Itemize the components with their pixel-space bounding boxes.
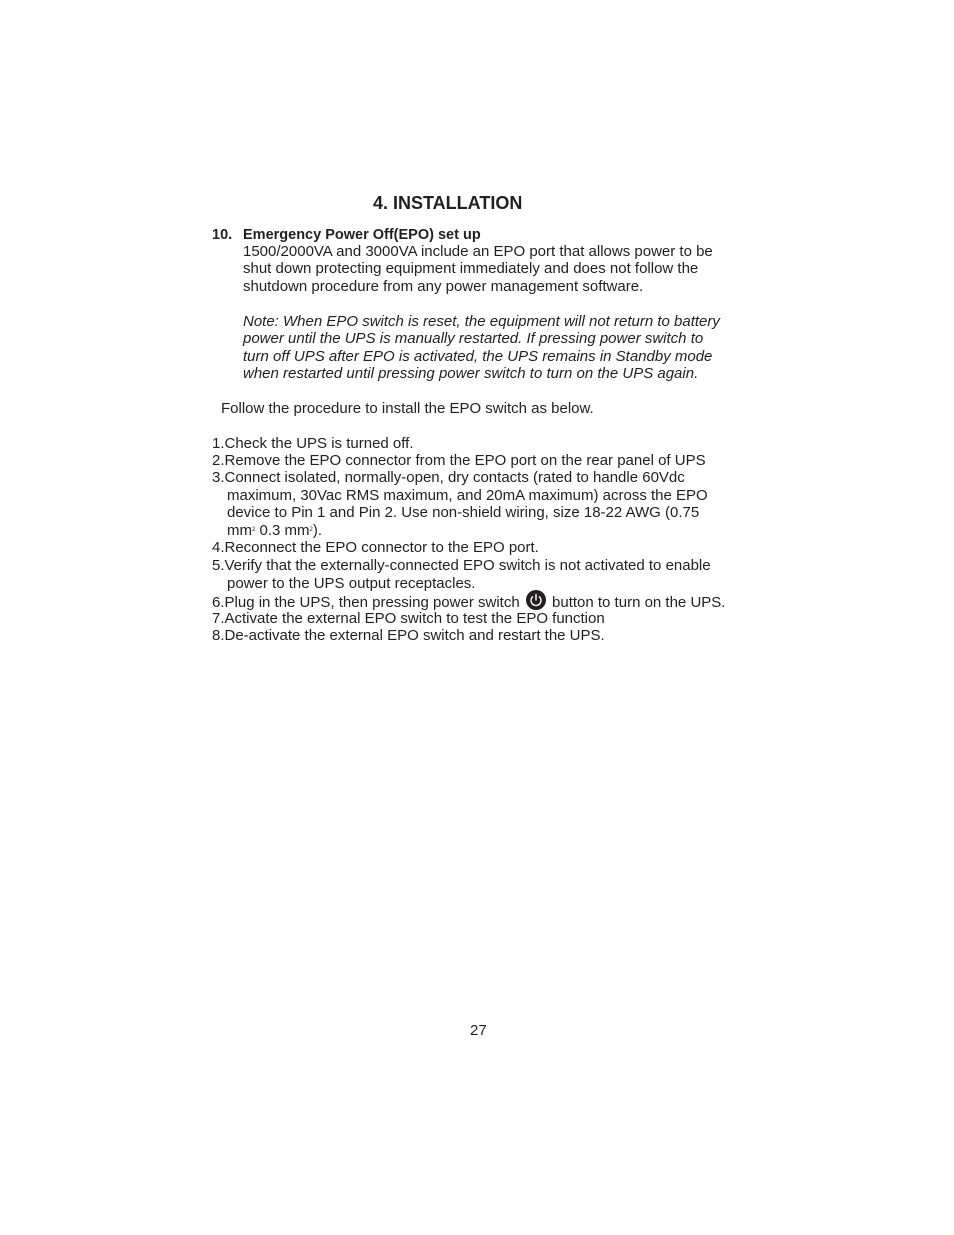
step-6-text: 6.Plug in the UPS, then pressing power switch [212,593,524,611]
step-5-continued: power to the UPS output receptacles. [227,575,476,592]
step-2: 2.Remove the EPO connector from the EPO port on the rear panel of UPS [212,452,706,469]
step-7: 7.Activate the external EPO switch to test the EPO function [212,610,605,627]
section-title: Emergency Power Off(EPO) set up [243,227,481,243]
step-1: 1.Check the UPS is turned off. [212,435,414,452]
note-line: when restarted until pressing power switch to turn on the UPS again. [243,365,699,382]
note-line: power until the UPS is manually restarted. If pressing power switch to [243,330,704,347]
section-number: 10. [212,227,233,243]
step-3-continued: device to Pin 1 and Pin 2. Use non-shield wiring, size 18-22 AWG (0.75 [227,504,700,521]
intro-line: shut down protecting equipment immediately and does not follow the [243,260,699,277]
superscript: 2 [309,527,313,533]
page-number: 27 [470,1022,487,1039]
unit-text: mm [227,522,252,539]
step-3-continued: maximum, 30Vac RMS maximum, and 20mA maximum) across the EPO [227,487,708,504]
procedure-intro: Follow the procedure to install the EPO switch as below. [221,400,594,417]
unit-text: ). [312,522,323,539]
note-line: Note: When EPO switch is reset, the equipment will not return to battery [243,313,720,330]
step-5: 5.Verify that the externally-connected EPO switch is not activated to enable [212,557,711,574]
intro-line: 1500/2000VA and 3000VA include an EPO port that allows power to be [243,243,713,260]
chapter-heading: 4. INSTALLATION [373,193,523,213]
step-6-text: button to turn on the UPS. [547,593,726,611]
step-3: 3.Connect isolated, normally-open, dry contacts (rated to handle 60Vdc [212,469,685,486]
step-4: 4.Reconnect the EPO connector to the EPO port. [212,539,539,556]
unit-text: 0.3 mm [255,522,310,539]
note-line: turn off UPS after EPO is activated, the UPS remains in Standby mode [243,348,713,365]
step-8: 8.De-activate the external EPO switch and restart the UPS. [212,627,605,644]
step-3-continued [227,522,322,540]
power-icon [526,590,546,610]
intro-line: shutdown procedure from any power management software. [243,278,644,295]
superscript: 2 [252,527,256,533]
